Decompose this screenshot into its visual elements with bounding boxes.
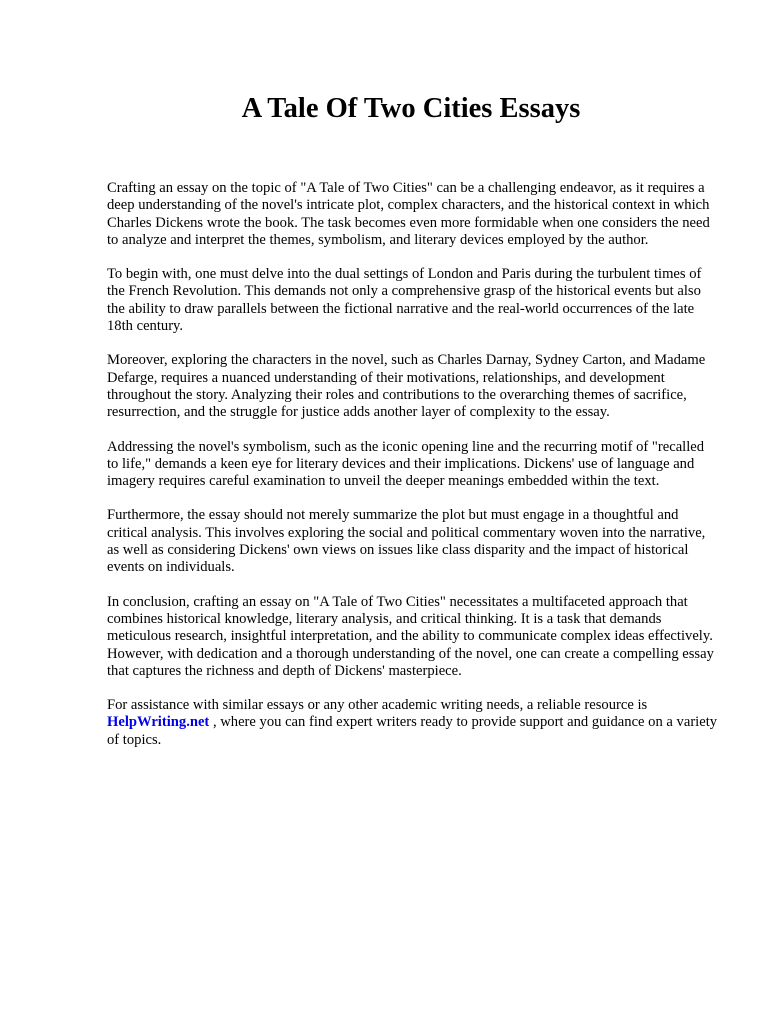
paragraph-symbolism: Addressing the novel's symbolism, such as the iconic opening line and the recurring motif of "recalled to life," demands a keen eye for literary devices and their implications. Dickens' use of language and imagery requires careful examination to unveil the deeper meanings embedded within the text. — [107, 438, 705, 490]
paragraph-intro: Crafting an essay on the topic of "A Tale of Two Cities" can be a challenging endeavor, as it requires a deep understanding of the novel's intricate plot, complex characters, and the historical context in which Charles Dickens wrote the book. The task becomes even more formidable when one considers the need to analyze and interpret the themes, symbolism, and literary devices employed by the author. — [107, 180, 710, 248]
paragraph-characters: Moreover, exploring the characters in the novel, such as Charles Darnay, Sydney Carton, and Madame Defarge, requires a nuanced understanding of their motivations, relationships, and development throughout the story. Analyzing their roles and contributions to the overarching themes of sacrifice, resurrection, and the struggle for justice adds another layer of complexity to the essay. — [107, 352, 706, 421]
closing-text-after-link: , where you can find expert writers ready to provide support and guidance on a variety of topics. — [107, 714, 718, 748]
paragraph-closing — [107, 697, 719, 749]
document-title: A Tale Of Two Cities Essays — [241, 93, 581, 124]
document-body — [107, 180, 719, 766]
closing-text-before-link: For assistance with similar essays or any other academic writing needs, a reliable resource is — [107, 697, 648, 714]
helpwriting-link[interactable]: HelpWriting.net — [107, 714, 210, 731]
paragraph-conclusion: In conclusion, crafting an essay on "A Tale of Two Cities" necessitates a multifaceted approach that combines historical knowledge, literary analysis, and critical thinking. It is a task that demands meticulous research, insightful interpretation, and the ability to communicate complex ideas effectively. However, with dedication and a thorough understanding of the novel, one can create a compelling essay that captures the richness and depth of Dickens' masterpiece. — [107, 593, 714, 679]
paragraph-settings: To begin with, one must delve into the dual settings of London and Paris during the turbulent times of the French Revolution. This demands not only a comprehensive grasp of the historical events but also the ability to draw parallels between the fictional narrative and the real-world occurrences of the late 18th century. — [107, 266, 702, 335]
paragraph-analysis: Furthermore, the essay should not merely summarize the plot but must engage in a thoughtful and critical analysis. This involves exploring the social and political commentary woven into the narrative, as well as considering Dickens' own views on issues like class disparity and the impact of historical events on individuals. — [107, 507, 706, 576]
